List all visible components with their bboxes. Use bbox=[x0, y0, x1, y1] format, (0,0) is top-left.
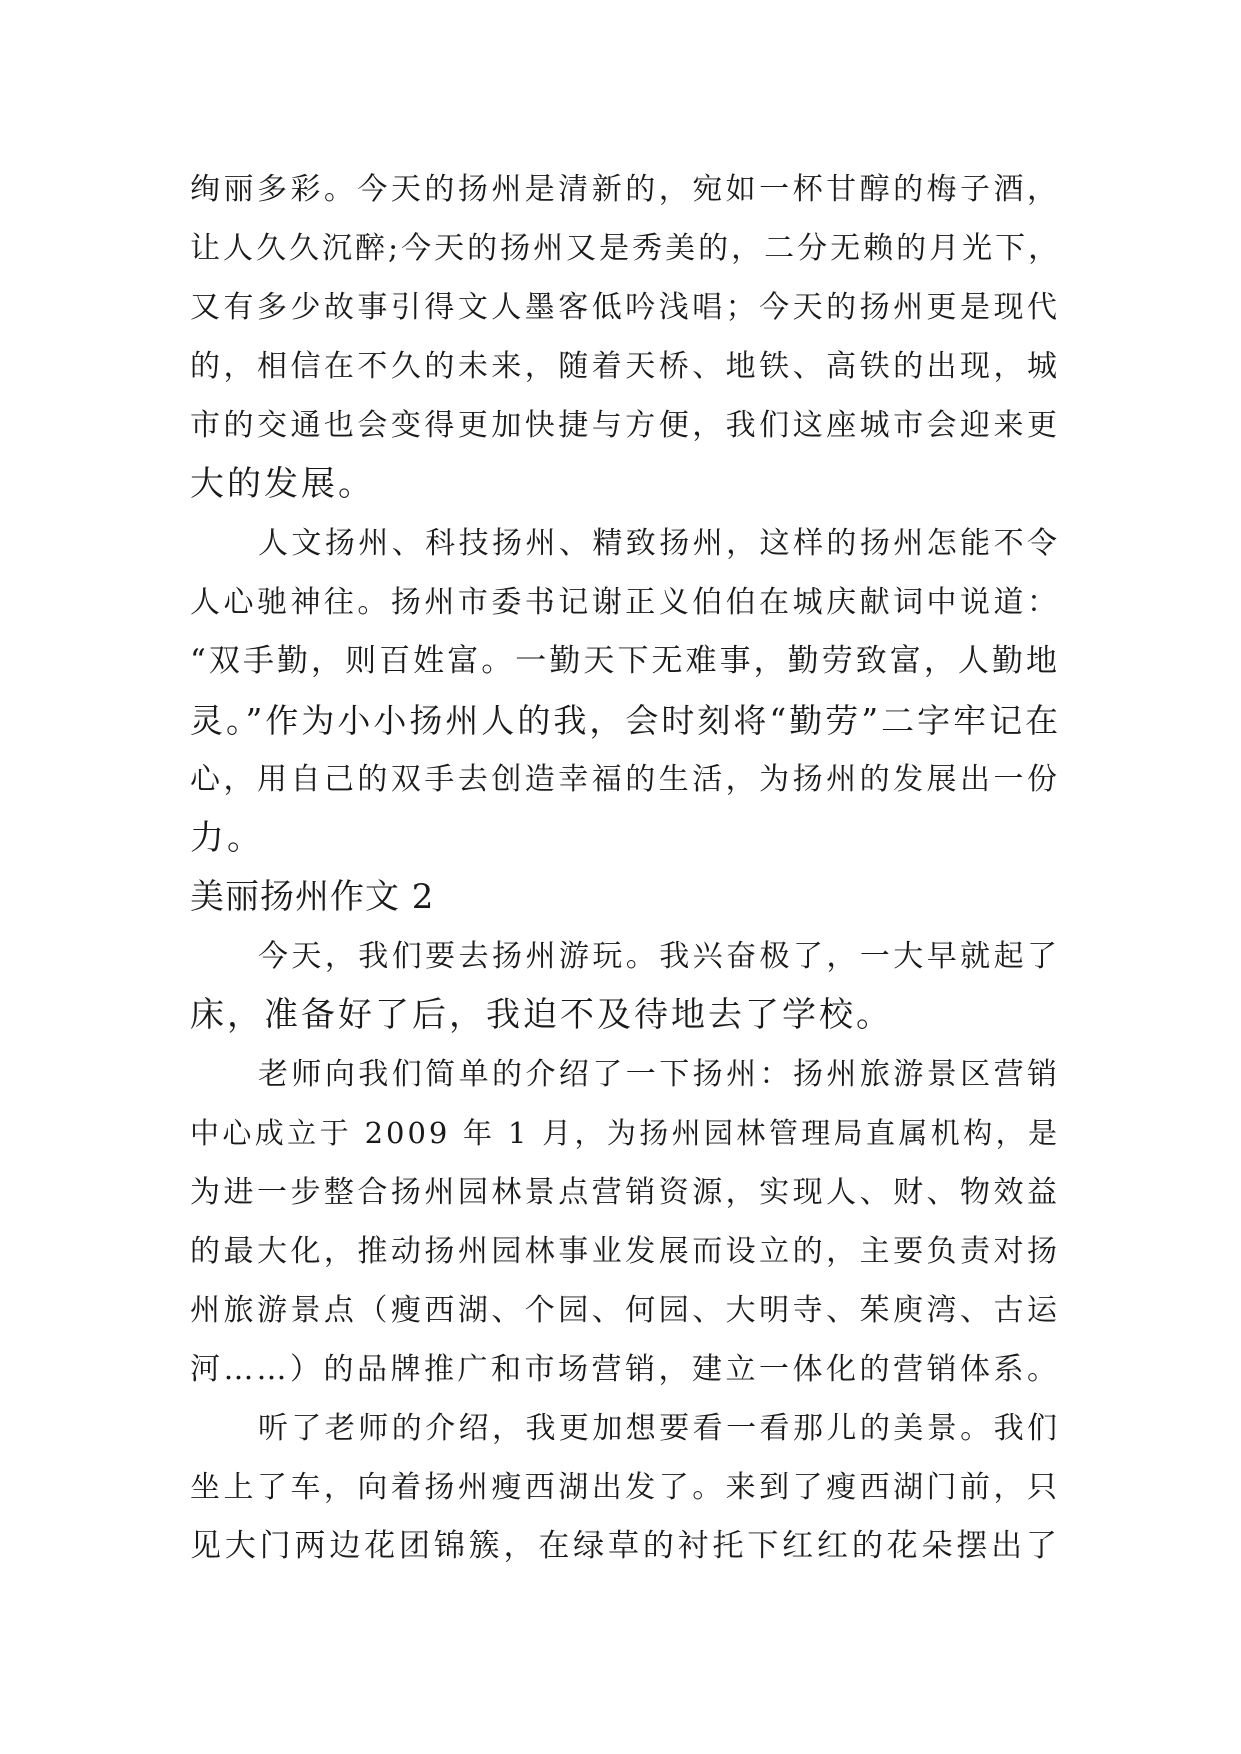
text-line: 绚丽多彩。今天的扬州是清新的，宛如一杯甘醇的梅子酒， bbox=[190, 172, 1060, 207]
paragraph-4 bbox=[190, 1045, 1060, 1399]
text-line: 床，准备好了后，我迫不及待地去了学校。 bbox=[190, 995, 893, 1035]
text-line: 坐上了车，向着扬州瘦西湖出发了。来到了瘦西湖门前，只 bbox=[190, 1470, 1060, 1505]
paragraph-1 bbox=[190, 160, 1060, 514]
text-line: 河……）的品牌推广和市场营销，建立一体化的营销体系。 bbox=[190, 1352, 1060, 1387]
text-line: 灵。”作为小小扬州人的我，会时刻将“勤劳”二字牢记在 bbox=[190, 701, 1062, 740]
text-line: 中心成立于 2009 年 1 月，为扬州园林管理局直属机构，是 bbox=[190, 1116, 1060, 1150]
text-line: 力。 bbox=[190, 818, 264, 858]
text-line: 为进一步整合扬州园林景点营销资源，实现人、财、物效益 bbox=[190, 1175, 1060, 1210]
text-line: 心，用自己的双手去创造幸福的生活，为扬州的发展出一份 bbox=[190, 762, 1060, 797]
text-line: 见大门两边花团锦簇，在绿草的衬托下红红的花朵摆出了 bbox=[190, 1528, 1060, 1564]
paragraph-3 bbox=[190, 927, 1060, 1045]
text-line: 大的发展。 bbox=[190, 464, 375, 504]
document-body bbox=[190, 160, 1060, 1576]
section-heading: 美丽扬州作文 2 bbox=[190, 877, 435, 917]
paragraph-5 bbox=[190, 1399, 1060, 1576]
paragraph-2 bbox=[190, 514, 1060, 868]
text-line: 人文扬州、科技扬州、精致扬州，这样的扬州怎能不令 bbox=[258, 526, 1060, 561]
text-line: “双手勤，则百姓富。一勤天下无难事，勤劳致富，人勤地 bbox=[190, 643, 1060, 679]
text-line: 市的交通也会变得更加快捷与方便，我们这座城市会迎来更 bbox=[190, 408, 1060, 443]
text-line: 今天，我们要去扬州游玩。我兴奋极了，一大早就起了 bbox=[258, 939, 1060, 974]
text-line: 听了老师的介绍，我更加想要看一看那儿的美景。我们 bbox=[258, 1411, 1060, 1446]
text-line: 的，相信在不久的未来，随着天桥、地铁、高铁的出现，城 bbox=[190, 349, 1060, 384]
text-line: 老师向我们简单的介绍了一下扬州：扬州旅游景区营销 bbox=[258, 1057, 1060, 1092]
text-line: 人心驰神往。扬州市委书记谢正义伯伯在城庆献词中说道： bbox=[190, 585, 1060, 620]
text-line: 让人久久沉醉;今天的扬州又是秀美的，二分无赖的月光下， bbox=[190, 231, 1062, 266]
text-line: 的最大化，推动扬州园林事业发展而设立的，主要负责对扬 bbox=[190, 1234, 1060, 1269]
text-line: 州旅游景点（瘦西湖、个园、何园、大明寺、茱庾湾、古运 bbox=[190, 1293, 1060, 1328]
text-line: 又有多少故事引得文人墨客低吟浅唱；今天的扬州更是现代 bbox=[190, 290, 1060, 325]
